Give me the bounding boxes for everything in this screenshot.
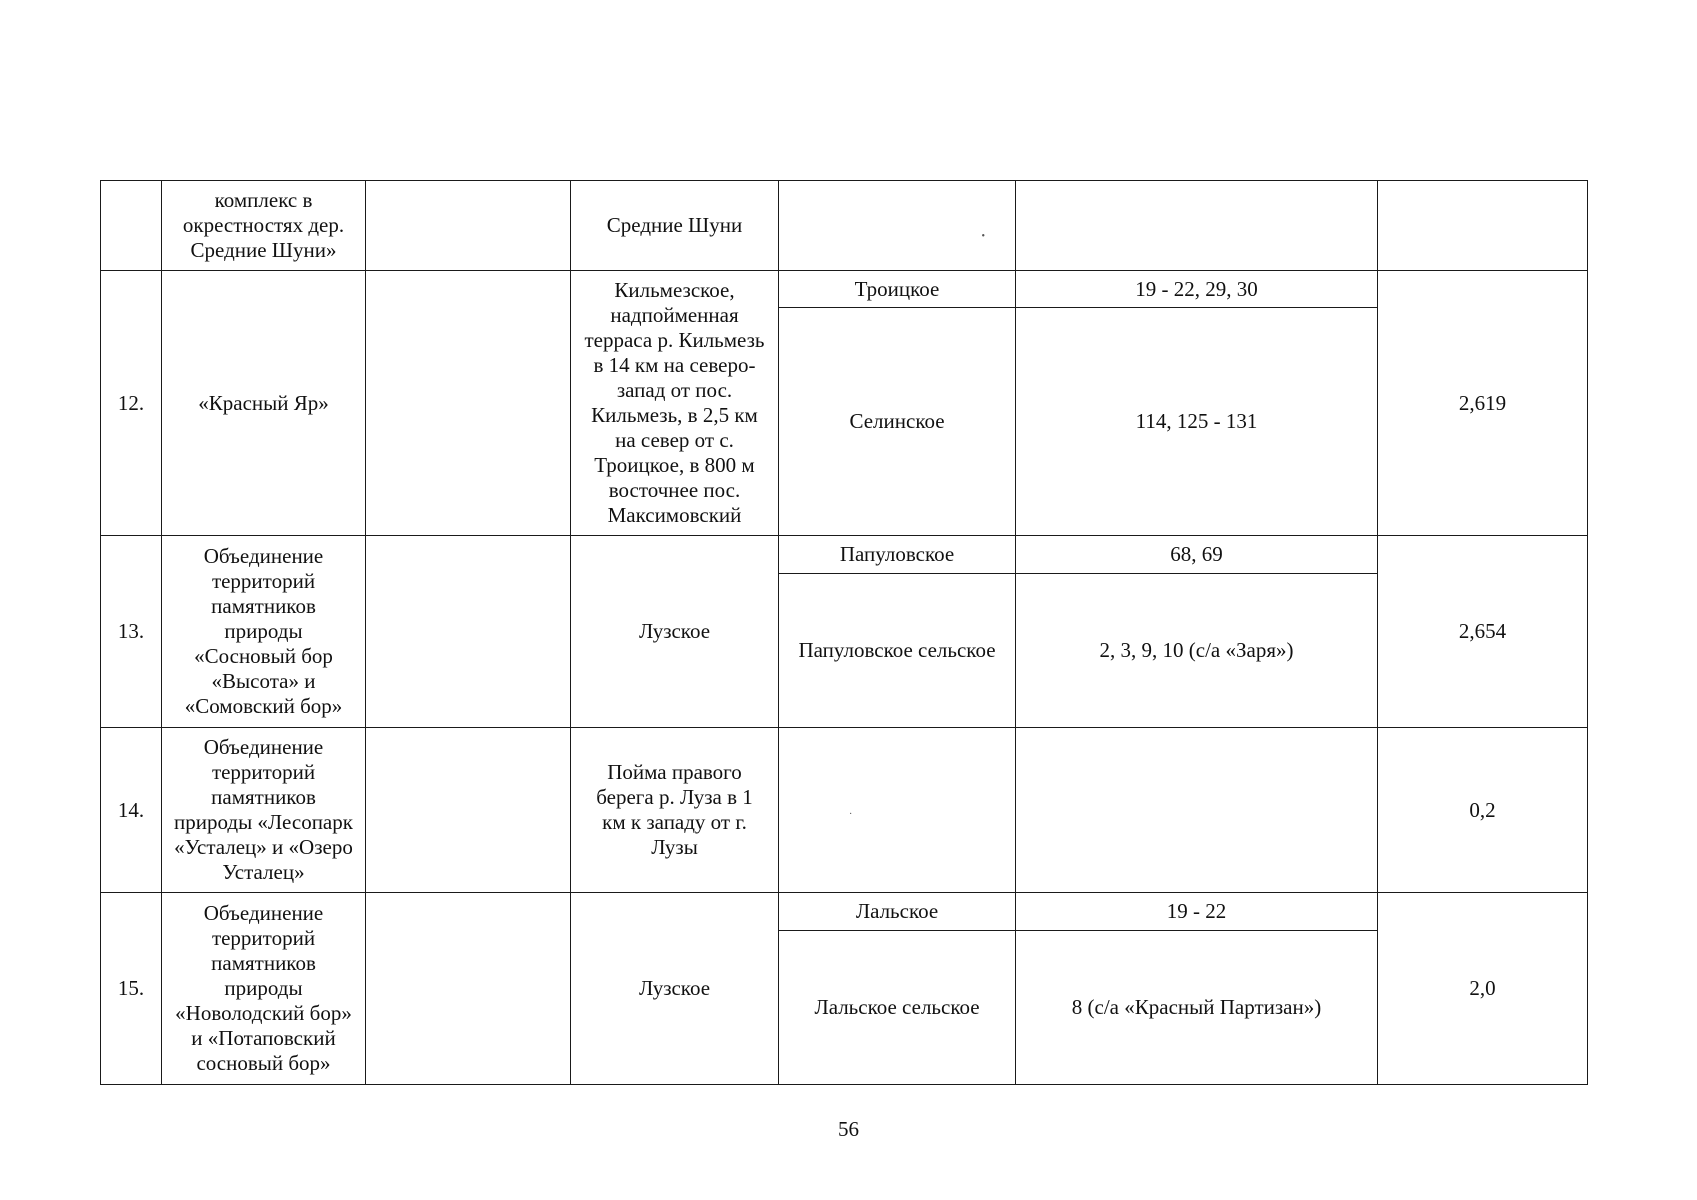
location-cell <box>571 893 779 1085</box>
row-number: 13. <box>117 619 145 643</box>
district-name: Лальское сельское <box>814 995 980 1019</box>
empty-cell <box>366 536 571 728</box>
row-number-cell <box>101 728 162 893</box>
area-value: 2,0 <box>1469 976 1496 1000</box>
protected-areas-table <box>100 180 1588 1085</box>
row-number-cell <box>101 271 162 536</box>
quarters-cell <box>1016 536 1378 574</box>
location-cell <box>571 728 779 893</box>
district-name: Селинское <box>849 409 945 433</box>
name-cell <box>162 181 366 271</box>
district-cell <box>779 893 1016 931</box>
quarters-cell <box>1016 931 1378 1085</box>
quarters-cell <box>1016 181 1378 271</box>
name-cell <box>162 728 366 893</box>
district-name: Лальское <box>855 899 939 923</box>
district-cell <box>779 728 1016 893</box>
empty-cell <box>366 893 571 1085</box>
row-number-cell <box>101 181 162 271</box>
table-row <box>101 271 1588 308</box>
object-name: Объединение территорий памятников природы «Лесопарк «Усталец» и «Озеро Усталец» <box>174 735 353 884</box>
quarters-list: 19 - 22, 29, 30 <box>1135 276 1258 301</box>
district-name: Папуловское сельское <box>798 638 996 662</box>
object-name: «Красный Яр» <box>198 390 329 415</box>
area-cell <box>1378 181 1588 271</box>
district-cell <box>779 308 1016 536</box>
district-name: Папуловское <box>839 542 955 566</box>
table-row <box>101 728 1588 893</box>
empty-cell <box>366 728 571 893</box>
object-name: Объединение территорий памятников природы «Новолодский бор» и «Потаповский сосновый бор» <box>175 901 352 1075</box>
area-cell <box>1378 728 1588 893</box>
district-cell <box>779 931 1016 1085</box>
area-value: 2,654 <box>1458 619 1507 643</box>
location-cell <box>571 271 779 536</box>
quarters-cell <box>1016 574 1378 728</box>
object-name: комплекс в окрестностях дер. Средние Шуни» <box>182 188 345 262</box>
location-cell <box>571 181 779 271</box>
empty-cell <box>366 271 571 536</box>
quarters-cell <box>1016 893 1378 931</box>
row-number: 14. <box>117 797 145 822</box>
quarters-list: 68, 69 <box>1170 542 1223 566</box>
row-number: 12. <box>117 390 145 415</box>
location-text: Кильмезское, надпойменная терраса р. Кильмезь в 14 км на северо- запад от пос. Кильмезь, в 2,5 км на север от с. Троицкое, в 800 м восточнее пос. Максимовский <box>584 278 765 527</box>
table-row <box>101 893 1588 931</box>
district-cell <box>779 536 1016 574</box>
page-number: 56 <box>838 1117 859 1141</box>
location-text: Лузское <box>638 976 711 1000</box>
area-cell <box>1378 893 1588 1085</box>
quarters-list: 8 (с/а «Красный Партизан») <box>1071 995 1322 1019</box>
location-text: Средние Шуни <box>606 213 743 237</box>
district-cell <box>779 271 1016 308</box>
quarters-list: 2, 3, 9, 10 (с/а «Заря») <box>1099 638 1294 662</box>
quarters-list: 114, 125 - 131 <box>1135 409 1258 433</box>
district-cell <box>779 574 1016 728</box>
quarters-list: 19 - 22 <box>1166 899 1227 923</box>
table-row <box>101 181 1588 271</box>
quarters-cell <box>1016 271 1378 308</box>
area-value: 2,619 <box>1458 390 1507 415</box>
location-cell <box>571 536 779 728</box>
table-row <box>101 536 1588 574</box>
area-cell <box>1378 536 1588 728</box>
location-text: Пойма правого берега р. Луза в 1 км к западу от г. Лузы <box>596 760 753 859</box>
quarters-cell <box>1016 728 1378 893</box>
empty-cell <box>366 181 571 271</box>
scan-speck: • <box>981 231 985 242</box>
object-name: Объединение территорий памятников природы «Сосновый бор «Высота» и «Сомовский бор» <box>184 544 343 718</box>
area-value: 0,2 <box>1469 797 1496 822</box>
row-number-cell <box>101 893 162 1085</box>
quarters-cell <box>1016 308 1378 536</box>
district-cell <box>779 181 1016 271</box>
name-cell <box>162 893 366 1085</box>
name-cell <box>162 271 366 536</box>
row-number: 15. <box>117 976 145 1000</box>
name-cell <box>162 536 366 728</box>
row-number-cell <box>101 536 162 728</box>
scan-speck: · <box>849 808 853 820</box>
location-text: Лузское <box>638 619 711 643</box>
district-name: Троицкое <box>854 276 940 301</box>
area-cell <box>1378 271 1588 536</box>
